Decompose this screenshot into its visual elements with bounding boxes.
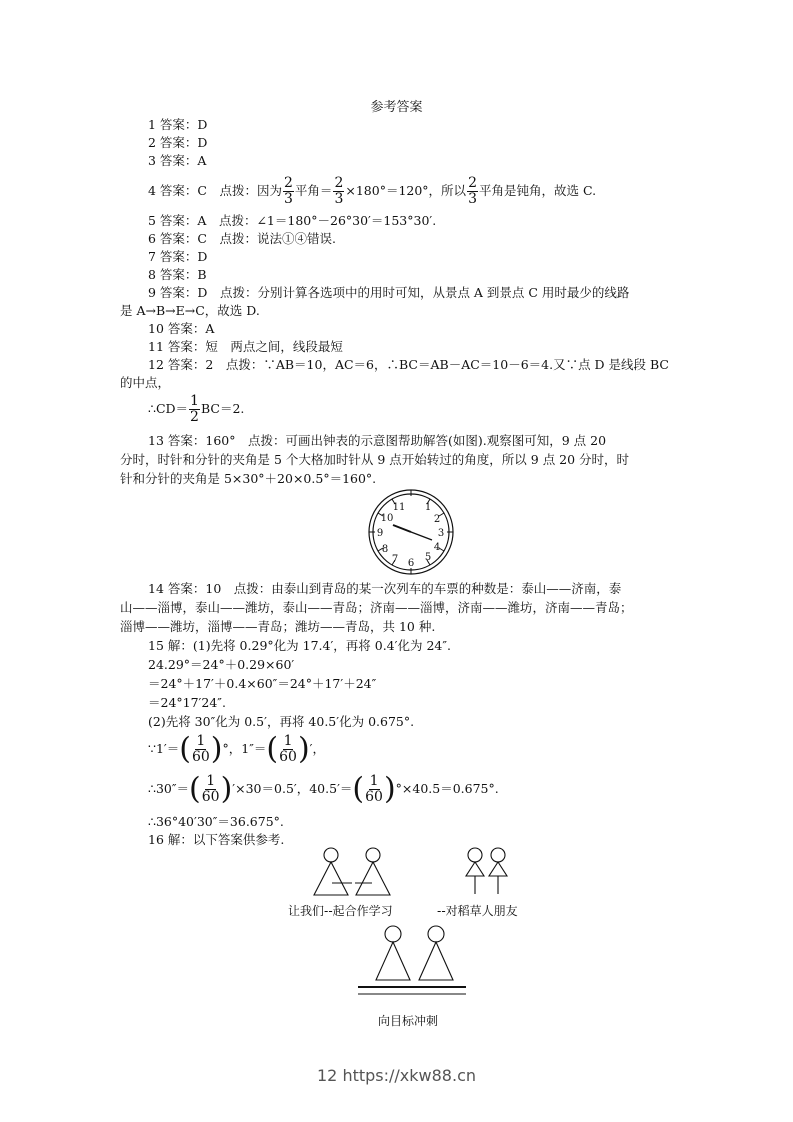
answer-15-line3: ＝24°＋17′＋0.4×60″＝24°＋17′＋24″ bbox=[148, 676, 377, 691]
answer-15-line6: ∵1′＝( $\frac{1}{60}$ )°，1″＝( $\frac{1}{60}$ )′， bbox=[148, 731, 325, 767]
fraction: $\frac{2}{3}$ bbox=[284, 175, 293, 207]
svg-text:6: 6 bbox=[407, 558, 415, 569]
figure-cooperate bbox=[310, 846, 400, 898]
answer-7: 7 答案：D bbox=[148, 249, 208, 264]
fraction: $\frac{1}{60}$ bbox=[191, 733, 210, 765]
svg-text:2: 2 bbox=[433, 514, 441, 525]
answer-13-line2: 分时，时针和分针的夹角是 5 个大格加时针从 9 点开始转过的角度，所以 9 点 20 分时，时 bbox=[120, 452, 630, 467]
fraction: $\frac{1}{60}$ bbox=[201, 773, 220, 805]
answer-15-text: ′， bbox=[309, 741, 325, 756]
svg-text:9: 9 bbox=[376, 528, 384, 539]
answer-11: 11 答案：短 两点之间，线段最短 bbox=[148, 339, 343, 354]
answer-12-line3 bbox=[148, 392, 244, 426]
svg-text:4: 4 bbox=[433, 542, 441, 553]
answer-15-text: °×40.5＝0.675°. bbox=[395, 781, 499, 796]
answer-5: 5 答案：A 点拨：∠1＝180°－26°30′＝153°30′. bbox=[148, 213, 437, 228]
figure-toward-goal bbox=[358, 922, 468, 996]
figure-caption-1: 让我们--起合作学习 bbox=[288, 904, 393, 918]
answer-4 bbox=[148, 174, 596, 208]
answer-15-text: ∵1′＝ bbox=[148, 741, 180, 756]
figure-caption-2: --对稻草人朋友 bbox=[437, 904, 518, 918]
answer-15-line5: (2)先将 30″化为 0.5′，再将 40.5′化为 0.675°. bbox=[148, 714, 415, 729]
answer-15-text: ′×30＝0.5′，40.5′＝ bbox=[232, 781, 353, 796]
answer-6: 6 答案：C 点拨：说法①④错误. bbox=[148, 231, 336, 246]
clock-figure bbox=[365, 488, 461, 576]
answer-10: 10 答案：A bbox=[148, 321, 215, 336]
answer-14-line1: 14 答案：10 点拨：由泰山到青岛的某一次列车的车票的种数是：泰山——济南，泰 bbox=[148, 581, 622, 596]
answer-4-text: ×180°＝120°，所以 bbox=[345, 183, 467, 198]
svg-text:10: 10 bbox=[380, 513, 394, 524]
answer-4-text: 平角＝ bbox=[294, 183, 333, 198]
figure-caption-3: 向目标冲刺 bbox=[378, 1014, 439, 1028]
page-footer: 12 https://xkw88.cn bbox=[317, 1066, 476, 1085]
answer-3: 3 答案：A bbox=[148, 153, 207, 168]
answer-15-line2: 24.29°＝24°＋0.29×60′ bbox=[148, 657, 295, 672]
answer-9-line1: 9 答案：D 点拨：分别计算各选项中的用时可知，从景点 A 到景点 C 用时最少的线路 bbox=[148, 285, 630, 300]
answer-13-line1: 13 答案：160° 点拨：可画出钟表的示意图帮助解答(如图).观察图可知，9 点 20 bbox=[148, 433, 607, 448]
page-title: 参考答案 bbox=[370, 100, 423, 115]
svg-text:7: 7 bbox=[391, 554, 399, 565]
answer-4-text: 平角是钝角，故选 C. bbox=[478, 183, 597, 198]
svg-text:11: 11 bbox=[392, 502, 406, 513]
fraction: $\frac{1}{2}$ bbox=[190, 393, 199, 425]
answer-15-line8: ∴36°40′30″＝36.675°. bbox=[148, 814, 284, 829]
answer-1: 1 答案：D bbox=[148, 117, 208, 132]
fraction: $\frac{2}{3}$ bbox=[468, 175, 477, 207]
answer-12-line1: 12 答案：2 点拨：∵AB＝10，AC＝6，∴BC＝AB－AC＝10－6＝4.又∵点 D 是线段 BC bbox=[148, 357, 669, 372]
answer-15-text: °，1″＝ bbox=[222, 741, 267, 756]
svg-text:3: 3 bbox=[437, 528, 445, 539]
answer-16: 16 解：以下答案供参考. bbox=[148, 832, 285, 847]
fraction: $\frac{2}{3}$ bbox=[334, 175, 344, 207]
answer-15-line4: ＝24°17′24″. bbox=[148, 695, 226, 710]
svg-text:1: 1 bbox=[424, 502, 432, 513]
answer-12-text: ∴CD＝ bbox=[148, 401, 189, 416]
answer-13-line3: 针和分针的夹角是 5×30°＋20×0.5°＝160°. bbox=[120, 471, 377, 486]
answer-14-line2: 山——淄博，泰山——潍坊，泰山——青岛；济南——淄博，济南——潍坊，济南——青岛； bbox=[120, 600, 633, 615]
svg-text:5: 5 bbox=[424, 552, 432, 563]
answer-15-text: ∴30″＝ bbox=[148, 781, 190, 796]
answer-14-line3: 淄博——潍坊，淄博——青岛；潍坊——青岛，共 10 种. bbox=[120, 619, 436, 634]
fraction: $\frac{1}{60}$ bbox=[279, 733, 297, 765]
answer-8: 8 答案：B bbox=[148, 267, 207, 282]
answer-12-line2: 的中点， bbox=[120, 375, 171, 390]
answer-15-line7: ∴30″＝( $\frac{1}{60}$ )′×30＝0.5′，40.5′＝( $\frac{1}{60}$ )°×40.5＝0.675°. bbox=[148, 771, 499, 807]
fraction: $\frac{1}{60}$ bbox=[365, 773, 383, 805]
answer-2: 2 答案：D bbox=[148, 135, 208, 150]
answer-15-line1: 15 解：(1)先将 0.29°化为 17.4′，再将 0.4′化为 24″. bbox=[148, 638, 451, 653]
figure-scarecrows bbox=[460, 846, 520, 898]
answer-12-text: BC＝2. bbox=[200, 401, 245, 416]
answer-4-text: 4 答案：C 点拨：因为 bbox=[148, 183, 282, 198]
svg-text:8: 8 bbox=[381, 544, 389, 555]
answer-9-line2: 是 A→B→E→C，故选 D. bbox=[120, 303, 260, 318]
